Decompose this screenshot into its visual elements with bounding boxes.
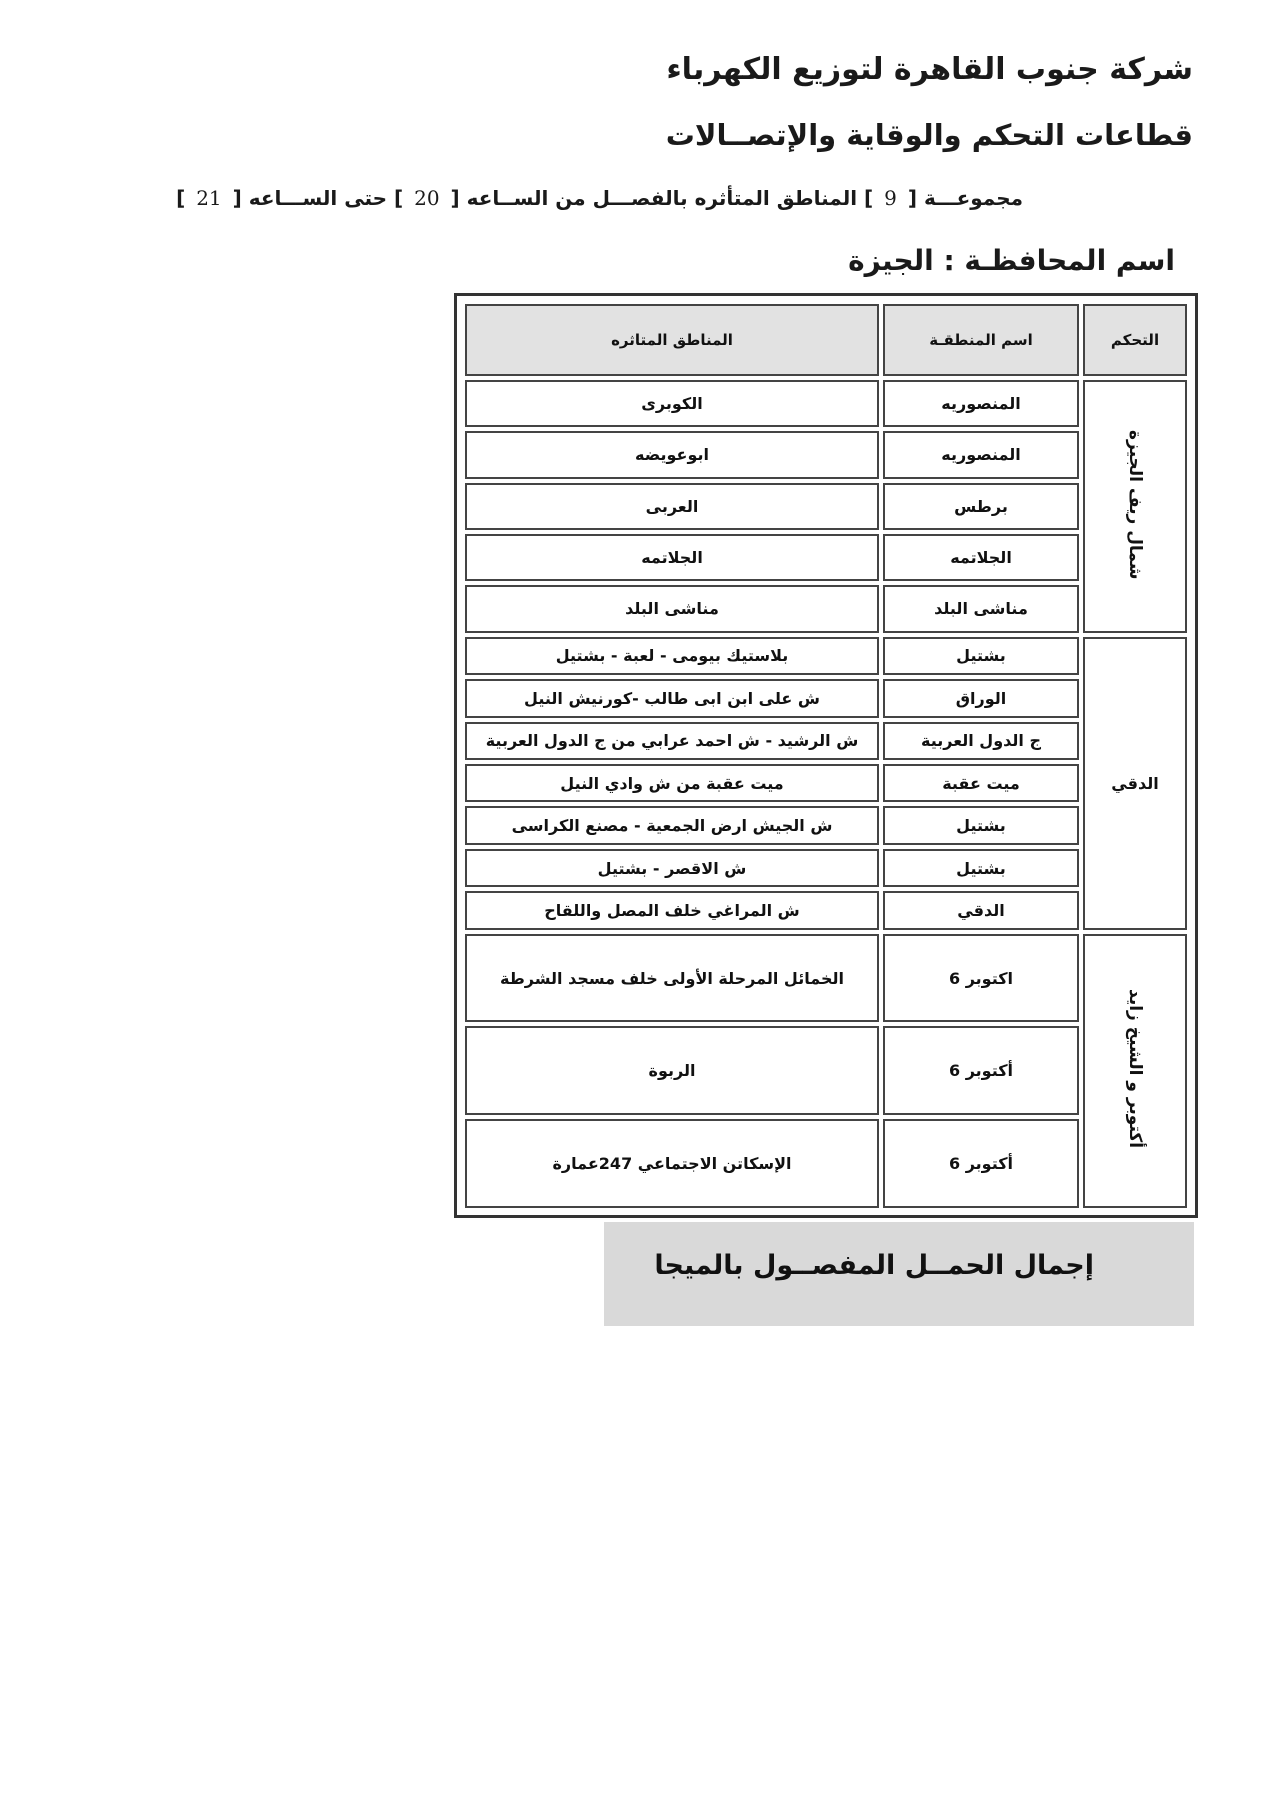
control-cell bbox=[1083, 380, 1187, 633]
area-cell: ميت عقبة bbox=[883, 764, 1079, 802]
affected-areas-table bbox=[461, 300, 1191, 1212]
table-row bbox=[465, 806, 1187, 844]
area-cell: بشتيل bbox=[883, 806, 1079, 844]
area-cell: الدقي bbox=[883, 891, 1079, 929]
affected-cell: الجلاتمه bbox=[465, 534, 879, 581]
affected-cell: ش على ابن ابى طالب -كورنيش النيل bbox=[465, 679, 879, 717]
affected-cell: ميت عقبة من ش وادي النيل bbox=[465, 764, 879, 802]
area-cell: أكتوبر 6 bbox=[883, 1119, 1079, 1208]
affected-cell: ابوعويضه bbox=[465, 431, 879, 478]
control-cell: الدقي bbox=[1083, 637, 1187, 930]
affected-cell: الإسكاتن الاجتماعي 247عمارة bbox=[465, 1119, 879, 1208]
table-row bbox=[465, 431, 1187, 478]
table-row bbox=[465, 1026, 1187, 1115]
table-row bbox=[465, 764, 1187, 802]
table-row bbox=[465, 534, 1187, 581]
group-prefix: مجموعـــة [ bbox=[907, 186, 1023, 210]
area-cell: المنصوريه bbox=[883, 380, 1079, 427]
affected-cell: الخمائل المرحلة الأولى خلف مسجد الشرطة bbox=[465, 934, 879, 1023]
affected-cell: ش الاقصر - بشتيل bbox=[465, 849, 879, 887]
area-cell: الجلاتمه bbox=[883, 534, 1079, 581]
table-row bbox=[465, 934, 1187, 1023]
total-load-label: إجمال الحمــل المفصــول بالميجا bbox=[654, 1250, 1094, 1281]
header-control: التحكم bbox=[1083, 304, 1187, 376]
table-row bbox=[465, 679, 1187, 717]
affected-cell: الربوة bbox=[465, 1026, 879, 1115]
area-cell: المنصوريه bbox=[883, 431, 1079, 478]
affected-areas-table-frame bbox=[454, 293, 1198, 1218]
control-label: أكتوبر و الشيخ زايد bbox=[1125, 989, 1145, 1149]
table-row bbox=[465, 585, 1187, 632]
header-affected-areas: المناطق المتاثره bbox=[465, 304, 879, 376]
table-row bbox=[465, 637, 1187, 675]
table-row bbox=[465, 849, 1187, 887]
area-cell: الوراق bbox=[883, 679, 1079, 717]
area-cell: بشتيل bbox=[883, 849, 1079, 887]
group-middle: ] المناطق المتأثره بالفصـــل من الســاعه [ bbox=[450, 186, 874, 210]
company-name: شركة جنوب القاهرة لتوزيع الكهرباء bbox=[666, 52, 1193, 87]
until-label: ] حتى الســـاعه [ bbox=[232, 186, 404, 210]
table-row bbox=[465, 483, 1187, 530]
table-row bbox=[465, 722, 1187, 760]
governorate-name: اسم المحافظـة : الجيزة bbox=[848, 244, 1175, 277]
control-label: شمال ريف الجيزة bbox=[1125, 429, 1145, 580]
table-row bbox=[465, 380, 1187, 427]
group-suffix: ] bbox=[176, 186, 186, 210]
affected-cell: ش الجيش ارض الجمعية - مصنع الكراسى bbox=[465, 806, 879, 844]
area-cell: اكتوبر 6 bbox=[883, 934, 1079, 1023]
affected-cell: الكوبرى bbox=[465, 380, 879, 427]
area-cell: مناشى البلد bbox=[883, 585, 1079, 632]
area-cell: ج الدول العربية bbox=[883, 722, 1079, 760]
affected-cell: بلاستيك بيومى - لعبة - بشتيل bbox=[465, 637, 879, 675]
affected-cell: العربى bbox=[465, 483, 879, 530]
group-number: 9 bbox=[884, 186, 897, 210]
table-row bbox=[465, 891, 1187, 929]
affected-cell: ش الرشيد - ش احمد عرابي من ج الدول العربية bbox=[465, 722, 879, 760]
area-cell: بشتيل bbox=[883, 637, 1079, 675]
control-cell bbox=[1083, 934, 1187, 1208]
area-cell: أكتوبر 6 bbox=[883, 1026, 1079, 1115]
affected-cell: مناشى البلد bbox=[465, 585, 879, 632]
from-hour: 20 bbox=[414, 186, 440, 210]
affected-cell: ش المراغي خلف المصل واللقاح bbox=[465, 891, 879, 929]
group-line bbox=[176, 186, 1023, 210]
header-area-name: اسم المنطقـة bbox=[883, 304, 1079, 376]
total-load-box bbox=[604, 1222, 1194, 1326]
table-row bbox=[465, 1119, 1187, 1208]
to-hour: 21 bbox=[196, 186, 222, 210]
sector-name: قطاعات التحكم والوقاية والإتصــالات bbox=[665, 118, 1193, 152]
table-header-row bbox=[465, 304, 1187, 376]
area-cell: برطس bbox=[883, 483, 1079, 530]
